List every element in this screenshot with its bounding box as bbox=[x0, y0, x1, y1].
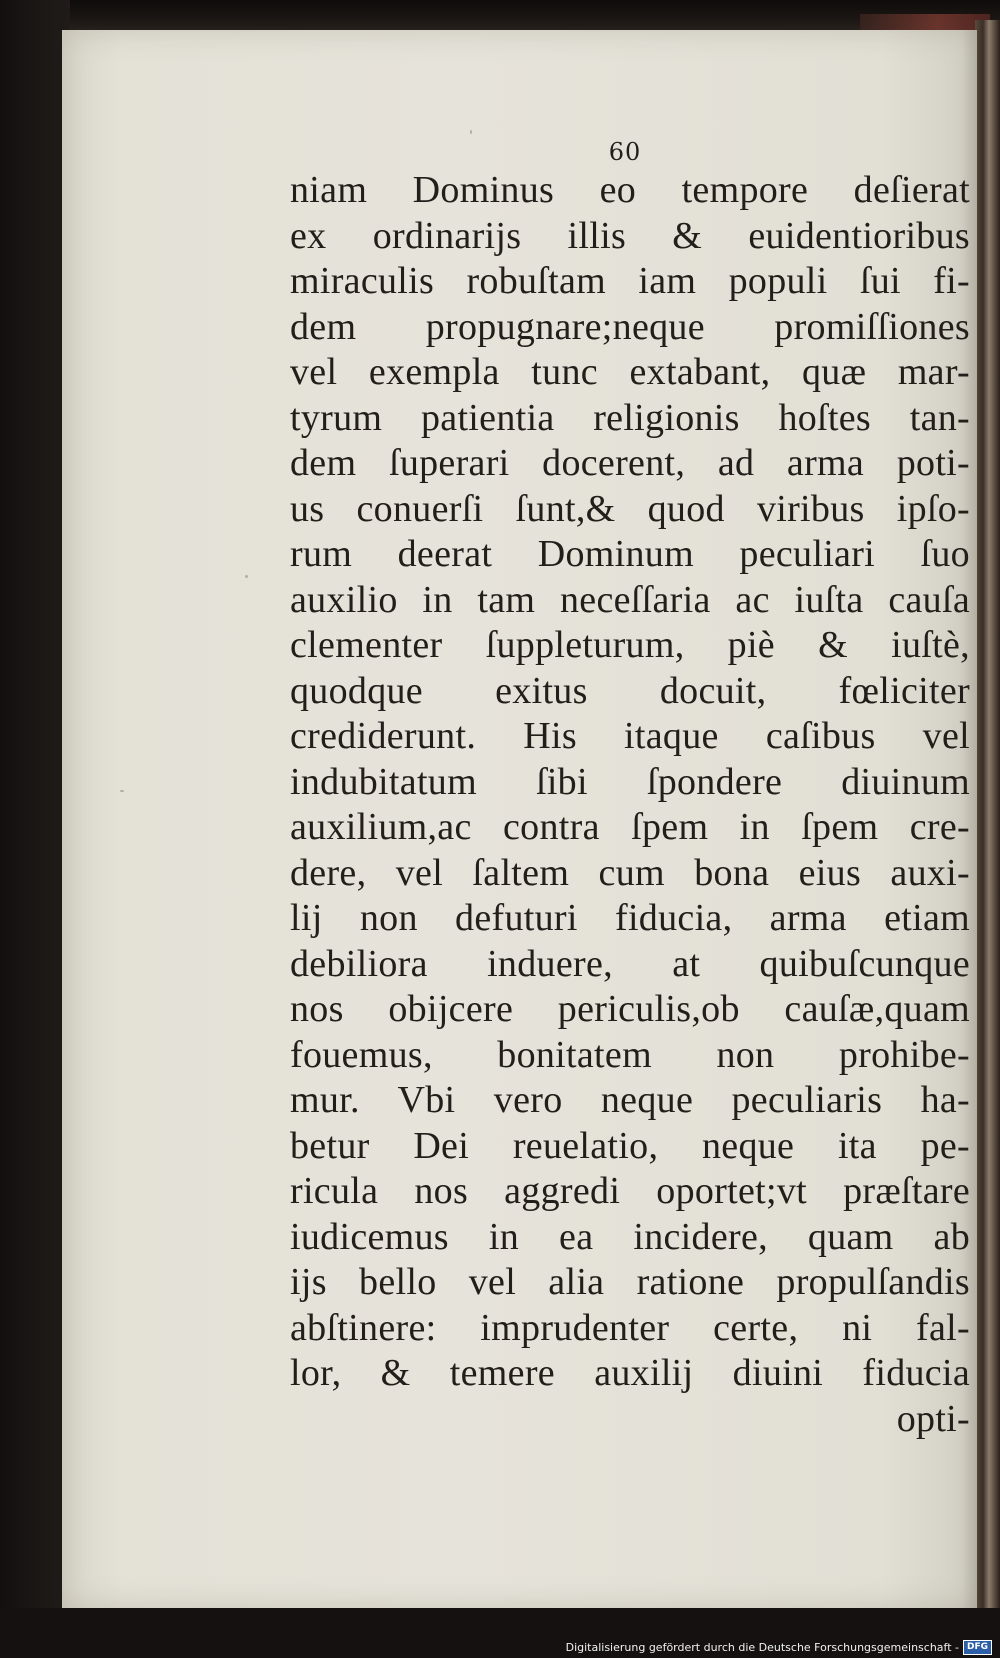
page-number: 60 bbox=[608, 138, 642, 166]
text-line: auxilium,ac contra ſpem in ſpem cre- bbox=[290, 806, 970, 848]
text-line: miraculis robuſtam iam populi ſui fi- bbox=[290, 260, 970, 302]
text-line: betur Dei reuelatio, neque ita pe- bbox=[290, 1124, 970, 1167]
text-line: mur. Vbi vero neque peculiaris ha- bbox=[290, 1079, 970, 1121]
text-line: indubitatum ſibi ſpondere diuinum bbox=[290, 760, 970, 803]
text-line: tyrum patientia religionis hoſtes tan- bbox=[290, 396, 970, 439]
catchword: opti- bbox=[896, 1397, 970, 1440]
text-line: us conuerſi ſunt,& quod viribus ipſo- bbox=[290, 487, 970, 530]
text-line: niam Dominus eo tempore deſierat bbox=[290, 169, 970, 211]
text-line: dem propugnare;neque promiſſiones bbox=[290, 305, 970, 348]
text-line: ijs bello vel alia ratione propulſandis bbox=[290, 1261, 970, 1303]
paper-speck bbox=[245, 575, 248, 578]
text-line: lor, & temere auxilij diuini fiducia bbox=[290, 1352, 970, 1394]
text-line: ricula nos aggredi oportet;vt præſtare bbox=[290, 1170, 970, 1212]
text-line: dem ſuperari docerent, ad arma poti- bbox=[290, 442, 970, 484]
text-line: quodque exitus docuit, fœliciter bbox=[290, 669, 970, 712]
text-line: rum deerat Dominum peculiari ſuo bbox=[290, 533, 970, 575]
credit-text: Digitalisierung gefördert durch die Deutsche Forschungsgemeinschaft - bbox=[565, 1641, 959, 1654]
text-line: debiliora induere, at quibuſcunque bbox=[290, 942, 970, 985]
text-line: fouemus, bonitatem non prohibe- bbox=[290, 1033, 970, 1076]
text-line: crediderunt. His itaque caſibus vel bbox=[290, 715, 970, 757]
paper-speck bbox=[120, 790, 124, 792]
text-line: clementer ſuppleturum, piè & iuſtè, bbox=[290, 624, 970, 666]
dfg-logo: DFG bbox=[963, 1640, 992, 1655]
text-line: auxilio in tam neceſſaria ac iuſta cauſa bbox=[290, 578, 970, 621]
text-line: vel exempla tunc extabant, quæ mar- bbox=[290, 351, 970, 393]
text-line: iudicemus in ea incidere, quam ab bbox=[290, 1215, 970, 1258]
body-text bbox=[290, 168, 970, 1442]
digitization-credit bbox=[566, 1640, 992, 1655]
text-line: lij non defuturi fiducia, arma etiam bbox=[290, 897, 970, 939]
text-line: ex ordinarijs illis & euidentioribus bbox=[290, 214, 970, 257]
text-line: abſtinere: imprudenter certe, ni fal- bbox=[290, 1306, 970, 1349]
text-line: dere, vel ſaltem cum bona eius auxi- bbox=[290, 851, 970, 894]
page-edge-right bbox=[975, 20, 1000, 1620]
text-line: nos obijcere periculis,ob cauſæ,quam bbox=[290, 988, 970, 1030]
paper-speck bbox=[470, 130, 472, 134]
